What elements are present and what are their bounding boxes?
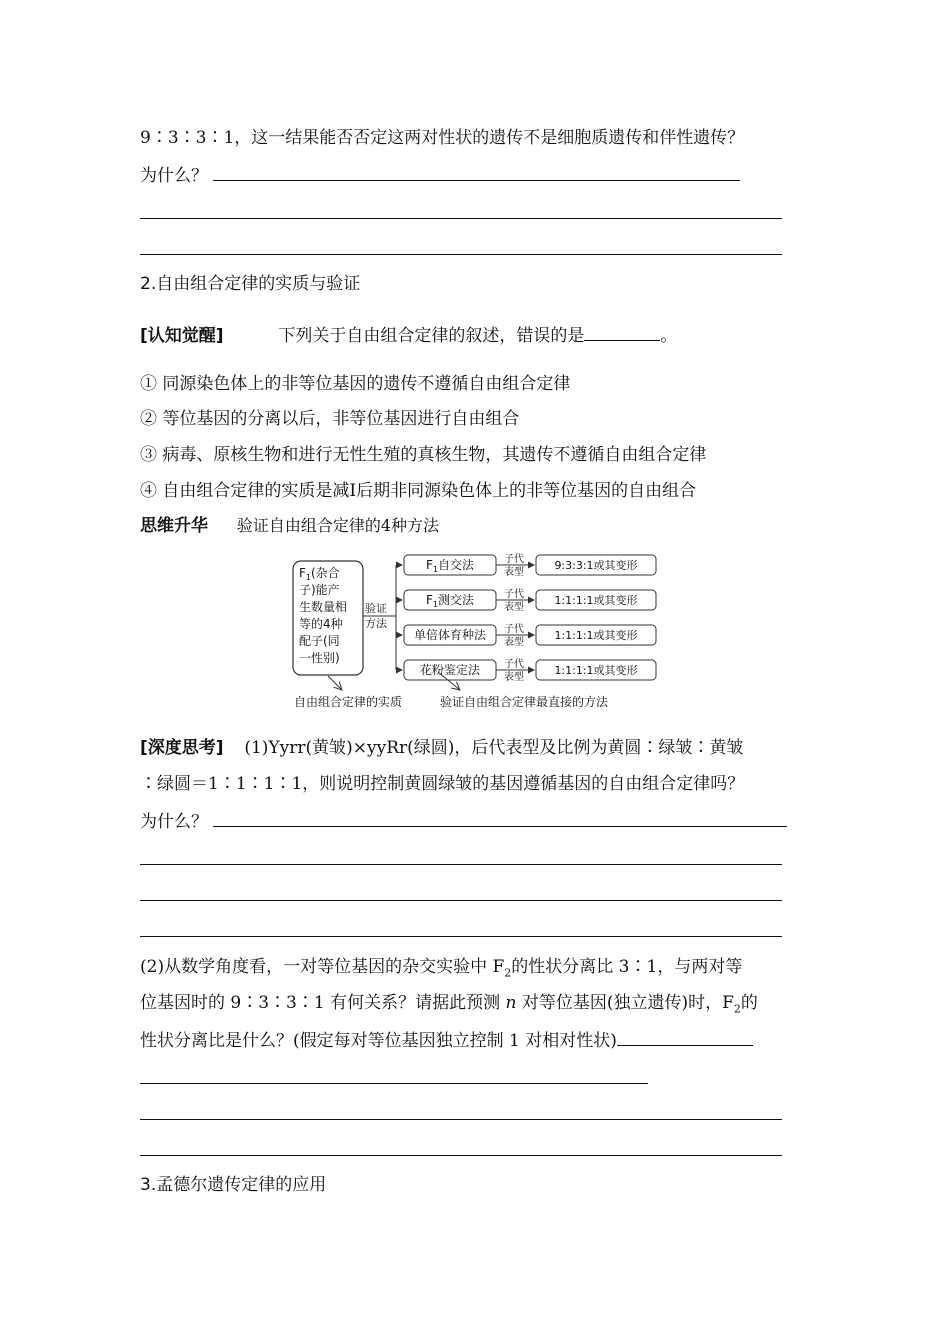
why-label: 为什么？ (140, 812, 208, 832)
deep-q2-text: 性状分离比是什么？(假定每对等位基因独立控制 1 对相对性状) (140, 1027, 753, 1053)
note-essence: 自由组合定律的实质 (294, 695, 403, 709)
deep-q2-text: 位基因时的 9∶3∶3∶1 有何关系？请据此预测 n 对等位基因(独立遗传)时，$F_2$的 (140, 993, 758, 1016)
section-title: 3.孟德尔遗传定律的应用 (140, 1175, 327, 1195)
option-item: ④ 自由组合定律的实质是减Ⅰ后期非同源染色体上的非等位基因的自由组合 (140, 481, 697, 501)
deep-why-line (140, 808, 787, 834)
answer-line[interactable] (140, 1083, 648, 1084)
answer-blank[interactable] (617, 1027, 753, 1046)
question-why-line (140, 162, 740, 188)
answer-line[interactable] (140, 936, 782, 937)
verification-diagram (288, 552, 668, 714)
thinking-tag: 思维升华 (140, 516, 208, 536)
verify-label: 方法 (365, 617, 387, 630)
thinking-title: 验证自由组合定律的4种方法 (236, 516, 439, 535)
result-label: 9:3:3:1或其变形 (554, 559, 638, 572)
f1-box-line: 配子(同 (299, 634, 340, 648)
thinking-heading (140, 514, 439, 538)
section-title: 2.自由组合定律的实质与验证 (140, 274, 361, 294)
arrow-label: 表型 (504, 637, 524, 648)
answer-line[interactable] (140, 1155, 782, 1156)
awareness-question (140, 322, 677, 348)
answer-line[interactable] (140, 1119, 782, 1120)
answer-line[interactable] (140, 254, 782, 255)
method-label: 单倍体育种法 (413, 628, 487, 642)
method-label: $F_1$自交法 (425, 558, 475, 574)
answer-line[interactable] (140, 864, 782, 865)
answer-line[interactable] (140, 218, 782, 219)
f1-box-line: 等的4种 (299, 617, 343, 631)
deep-q2-text: (2)从数学角度看，一对等位基因的杂交实验中 $F_2$的性状分离比 3∶1，与两对等 (140, 957, 743, 980)
deep-q1-text: ∶绿圆＝1∶1∶1∶1，则说明控制黄圆绿皱的基因遵循基因的自由组合定律吗？ (140, 774, 745, 794)
arrow-label: 表型 (504, 602, 524, 613)
arrow-label: 子代 (504, 589, 524, 600)
arrow-label: 子代 (504, 659, 524, 670)
answer-line[interactable] (140, 900, 782, 901)
arrow-label: 表型 (504, 567, 524, 578)
arrow-label: 子代 (504, 624, 524, 635)
f1-box-line: $F_1$(杂合 (299, 566, 340, 582)
question-text-line: 9∶3∶3∶1，这一结果能否否定这两对性状的遗传不是细胞质遗传和伴性遗传？ (140, 128, 745, 148)
deep-q1-text: (1)Yyrr(黄皱)×yyRr(绿圆)，后代表型及比例为黄圆∶绿皱∶黄皱 (244, 738, 744, 758)
why-label: 为什么？ (140, 166, 208, 186)
method-label: $F_1$测交法 (425, 593, 475, 609)
f1-box-line: 一性别) (299, 651, 340, 665)
option-item: ① 同源染色体上的非等位基因的遗传不遵循自由组合定律 (140, 374, 571, 394)
awareness-text: 下列关于自由组合定律的叙述，错误的是 (278, 326, 585, 346)
verify-label: 验证 (365, 602, 387, 615)
answer-blank[interactable] (213, 162, 740, 181)
result-label: 1:1:1:1或其变形 (554, 594, 638, 607)
deep-question-line (140, 736, 743, 760)
result-label: 1:1:1:1或其变形 (554, 629, 638, 642)
result-label: 1:1:1:1或其变形 (554, 664, 638, 677)
arrow-label: 表型 (504, 672, 524, 683)
option-item: ③ 病毒、原核生物和进行无性生殖的真核生物，其遗传不遵循自由组合定律 (140, 445, 707, 465)
f1-box-line: 子)能产 (299, 583, 340, 597)
answer-blank[interactable] (584, 322, 660, 341)
arrow-label: 子代 (504, 554, 524, 565)
option-item: ② 等位基因的分离以后，非等位基因进行自由组合 (140, 409, 520, 429)
method-label: 花粉鉴定法 (419, 663, 481, 677)
awareness-end: 。 (660, 326, 678, 346)
f1-box-line: 生数量相 (299, 600, 348, 614)
note-direct-method: 验证自由组合定律最直接的方法 (440, 695, 609, 709)
awareness-tag: [认知觉醒] (140, 326, 224, 346)
deep-tag: [深度思考] (140, 738, 224, 758)
answer-blank[interactable] (213, 808, 787, 827)
